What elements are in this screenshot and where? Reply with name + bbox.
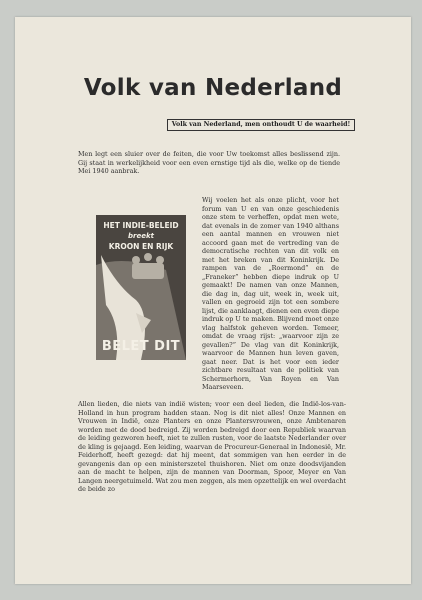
poster-callout: BELET DIT	[101, 339, 181, 354]
slogan-box: Volk van Nederland, men onthoudt U de waarheid!	[167, 119, 355, 131]
document-title: Volk van Nederland	[83, 75, 343, 101]
column-paragraph: Wij voelen het als onze plicht, voor het forum van U en van onze geschiedenis onze stem te verheffen, opdat men wete, dat evenals in de zomer van 1940 althans een aantal mannen en vrouwen niet accoord gaan met de vertreding van de democratische rechten van dit volk en met het breken van dit Koninkrijk. De rampen van de „Roermond” en de „Franeker” hebben diepe indruk op U gemaakt! De namen van onze Mannen, die dag in, dag uit, week in, week uit, vallen en gegroeid zijn tot een sombere lijst, die aanklaagt, dienen een even diepe indruk op U te maken. Blijvend moet onze vlag halfstok geheven worden. Temeer, omdat de vraag rijst: „waarvoor zijn ze gevallen?” De vlag van dit Koninkrijk, waarvoor de Mannen hun leven gaven, gaat neer. Dat is het voor een ieder zichtbare resultaat van de politiek van Schermerhorn, Van Royen en Van Maarseveen.	[202, 196, 339, 391]
poster-image	[96, 215, 186, 360]
poster-script: breekt	[128, 232, 154, 240]
bottom-paragraph: Allen lieden, die niets van indië wisten; voor een deel lieden, die Indië-los-van-Holland in hun program hadden staan. Nog is dit niet alles! Onze Mannen en Vrouwen in Indië, onze Planters en onze Plantersvrouwen, onze Ambtenaren worden met de dood bedreigd. Zij worden bedreigd door een Republiek waarvan de leiding gezworen heeft, niet te zullen rusten, voor de laatste Nederlander over de kling is gejaagd. Een leiding, waarvan de Procureur-Generaal in Indonesië, Mr. Feiderhoff, heeft gezegd: dat hij meent, dat sommigen van hen eerder in de gevangenis dan op een ministerszetel thuishoren. Niet om onze doodsvijanden aan de macht te helpen, zijn de mannen van Doorman, Spoor, Meyer en Van Langen neergetuimeld. Wat zou men zeggen, als men opzettelijk en wel overdacht de beide zo	[78, 400, 346, 493]
poster-headline: HET INDIE-BELEID	[103, 221, 179, 230]
intro-paragraph: Men legt een sluier over de feiten, die voor Uw toekomst alles beslissend zijn. Gij staat in werkelijkheid voor een even ernstige tijd als die, welke op de tiende Mei 1940 aanbrak.	[78, 150, 340, 175]
poster-subheadline: KROON EN RIJK	[108, 242, 174, 251]
